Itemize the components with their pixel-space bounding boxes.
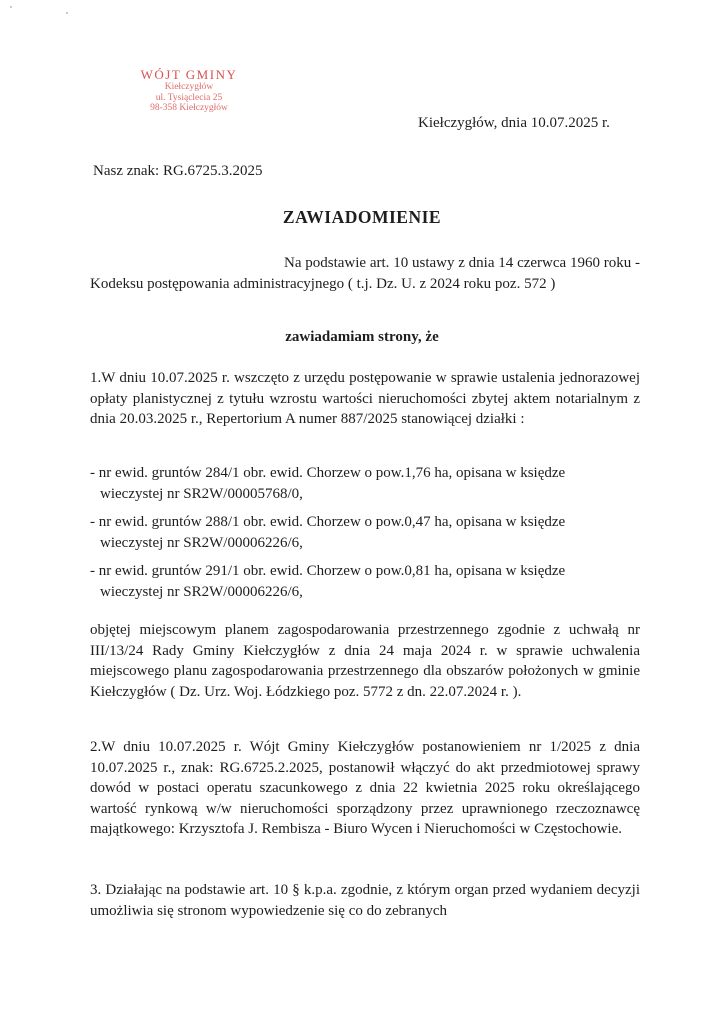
parcel-item-line: wieczystej nr SR2W/00006226/6,: [100, 534, 303, 551]
paragraph-1: 1.W dniu 10.07.2025 r. wszczęto z urzędu postępowanie w sprawie ustalenia jednorazowej opłaty planistycznej z tytułu wzrostu wartości nieruchomości zbytej aktem notarialnym z dnia 20.03.2025 r., Repertorium A numer 887/2025 stanowiącej działki :: [90, 370, 640, 427]
stamp-line-street: ul. Tysiąclecia 25: [155, 92, 223, 103]
office-stamp: [118, 68, 260, 114]
paragraph-3: 3. Działając na podstawie art. 10 § k.p.a. zgodnie, z którym organ przed wydaniem decyzji umożliwia się stronom wypowiedzenie się co do zebranych: [90, 882, 640, 919]
place-and-date: Kiełczygłów, dnia 10.07.2025 r.: [418, 115, 610, 131]
document-title: ZAWIADOMIENIE: [282, 207, 442, 227]
parcel-item-line: wieczystej nr SR2W/00005768/0,: [100, 485, 303, 502]
parcel-item-line: - nr ewid. gruntów 284/1 obr. ewid. Chorzew o pow.1,76 ha, opisana w księdze: [90, 465, 566, 481]
parcel-item: [90, 463, 640, 504]
parcel-item: [90, 561, 640, 602]
scan-speck: [10, 6, 12, 8]
stamp-line-postcode: 98-358 Kiełczygłów: [150, 103, 228, 114]
parcel-item-line: wieczystej nr SR2W/00006226/6,: [100, 583, 303, 600]
parcel-item: [90, 512, 640, 553]
stamp-line-title: WÓJT GMINY: [140, 67, 238, 82]
parcel-item-line: - nr ewid. gruntów 291/1 obr. ewid. Chorzew o pow.0,81 ha, opisana w księdze: [90, 563, 566, 579]
paragraph-2: 2.W dniu 10.07.2025 r. Wójt Gminy Kiełczygłów postanowieniem nr 1/2025 z dnia 10.07.2025 r., znak: RG.6725.2.2025, postanowił włączyć do akt przedmiotowej sprawy dowód w postaci operatu szacunkowego z dnia 22 kwietnia 2025 roku określającego wartość rynkową w/w nieruchomości sporządzony przez uprawnionego rzeczoznawcę majątkowego: Krzysztofa J. Rembisza - Biuro Wycen i Nieruchomości w Częstochowie.: [90, 739, 640, 837]
parcel-item-line: - nr ewid. gruntów 288/1 obr. ewid. Chorzew o pow.0,47 ha, opisana w księdze: [90, 514, 566, 530]
reference-sign: Nasz znak: RG.6725.3.2025: [93, 163, 263, 179]
scan-speck: [66, 12, 68, 14]
stamp-line-commune: Kiełczygłów: [164, 82, 214, 93]
legal-basis-paragraph: Na podstawie art. 10 ustawy z dnia 14 czerwca 1960 roku - Kodeksu postępowania administracyjnego ( t.j. Dz. U. z 2024 roku poz. 572 ): [90, 255, 640, 292]
notification-intro: zawiadamiam strony, że: [285, 329, 439, 345]
paragraph-1-continued: objętej miejscowym planem zagospodarowania przestrzennego zgodnie z uchwałą nr III/13/24 Rady Gminy Kiełczygłów z dnia 24 maja 2024 r. w sprawie uchwalenia miejscowego planu zagospodarowania przestrzennego dla obszarów położonych w gminie Kiełczygłów ( Dz. Urz. Woj. Łódzkiego poz. 5772 z dn. 22.07.2024 r. ).: [90, 622, 640, 700]
